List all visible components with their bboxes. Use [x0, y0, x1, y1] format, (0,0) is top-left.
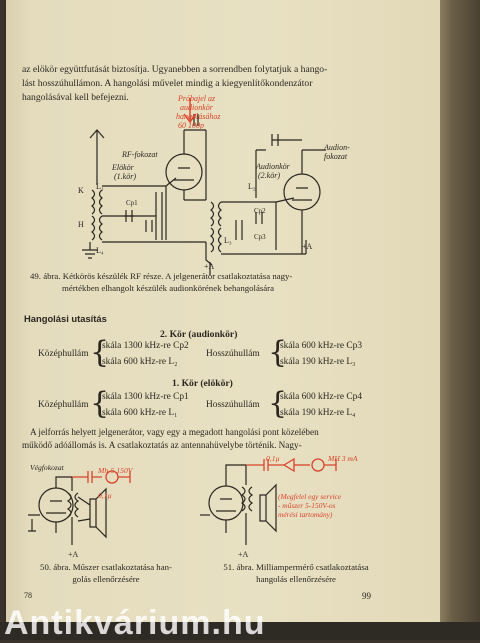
fig51-note-line: (Megfelel egy service — [278, 492, 342, 501]
trimmer-cp1-label: Cp1 — [126, 199, 138, 207]
fig51-capacitor-label: 0,1µ — [266, 454, 280, 463]
switch-h-label: H — [78, 220, 84, 229]
fig51-note-line: mérési tartomány) — [278, 510, 333, 519]
section-title: Hangolási utasítás — [24, 313, 107, 324]
probe-note-line: audionkör — [180, 103, 213, 112]
probe-note-line: hangolásához — [176, 112, 221, 121]
coil-l1-label: L₁ — [96, 182, 104, 191]
brace: { — [90, 386, 110, 421]
page-number-left: 78 — [24, 591, 32, 600]
audion-circuit-sublabel: (2.kör) — [258, 171, 280, 180]
circuit-2-title: 2. Kör (audionkör) — [160, 329, 238, 340]
intro-line: hangolásával kell befejezni. — [22, 92, 129, 103]
fig51-note-line: - műszer 5-150V-os — [278, 501, 336, 510]
coil-l3-label: L₃ — [224, 236, 232, 245]
pre-circuit-sublabel: (1.kör) — [114, 172, 136, 181]
book-spine — [440, 0, 480, 640]
switch-k-label: K — [78, 186, 84, 195]
probe-note-line: 60 100p — [178, 121, 204, 130]
trimmer-cp2-label: Cp2 — [254, 207, 266, 215]
body-line: A jelforrás helyett jelgenerátor, vagy egy a megadott hangolási pont közelében — [30, 427, 319, 437]
circuit-1-left-label: Középhullám — [38, 400, 89, 410]
brace: { — [90, 335, 110, 370]
figure-51-caption-line1: 51. ábra. Milliampermérő csatlakoztatása — [223, 562, 369, 572]
anode-supply-label: +A — [204, 262, 215, 271]
audion-stage-label2: fokozat — [324, 152, 348, 161]
circuit-1-left-row: skála 1300 kHz-re Cp1 — [102, 392, 189, 402]
circuit-1-right-row: skála 190 kHz-re L₄ — [280, 408, 356, 418]
brace: { — [268, 335, 288, 370]
figure-49-caption-line1: 49. ábra. Kétkörös készülék RF része. A jelgenerátor csatlakoztatása nagy- — [30, 271, 293, 281]
circuit-1-title: 1. Kör (elökör) — [172, 378, 233, 389]
figure-50-caption-line1: 50. ábra. Műszer csatlakoztatása han- — [40, 562, 172, 572]
circuit-2-right-row: skála 600 kHz-re Cp3 — [280, 341, 363, 351]
intro-line: az elökör együttfutását biztosítja. Ugyanebben a sorrendben folytatjuk a hango- — [22, 64, 328, 75]
body-line: működő adóállomás is. A csatlakoztatás az antennahüvelybe történik. Nagy- — [22, 440, 302, 450]
figure-50-caption-line2: golás ellenőrzésére — [72, 574, 140, 584]
brace: { — [268, 386, 288, 421]
fig50-output-stage-label: Végfokozat — [30, 463, 64, 472]
circuit-1-right-label: Hosszúhullám — [206, 400, 260, 410]
circuit-2-left-row: skála 1300 kHz-re Cp2 — [102, 341, 189, 351]
rf-stage-label: RF-fokozat — [122, 150, 158, 159]
coil-l2-label: L₂ — [248, 182, 256, 191]
circuit-1-right-row: skála 600 kHz-re Cp4 — [280, 392, 363, 402]
circuit-2-right-label: Hosszúhullám — [206, 349, 260, 359]
figure-51-caption-line2: hangolás ellenőrzésére — [256, 574, 336, 584]
fig50-meter-label: Mh-5 150V — [98, 466, 133, 475]
intro-line: lást hosszúhullámon. A hangolási művelet mindig a kiegyenlítőkondenzátor — [22, 78, 313, 89]
anode-supply-label-2: +A — [302, 242, 313, 251]
audion-stage-label: Audion- — [324, 143, 350, 152]
circuit-1-left-row: skála 600 kHz-re L₁ — [102, 408, 178, 418]
pre-circuit-label: Elökör — [112, 163, 134, 172]
circuit-2-left-label: Középhullám — [38, 349, 89, 359]
audion-circuit-label: Audionkör — [256, 162, 290, 171]
fig51-meter-label: MH 3 mA — [328, 454, 358, 463]
figure-49-caption-line2: mértékben elhangolt készülék audionkörének behangolására — [62, 283, 275, 293]
circuit-2-right-row: skála 190 kHz-re L₃ — [280, 357, 356, 367]
fig50-anode-label: +A — [68, 550, 79, 559]
fig51-anode-label: +A — [238, 550, 249, 559]
trimmer-cp3-label: Cp3 — [254, 233, 266, 241]
fig50-capacitor-label: 0,1µ — [98, 491, 112, 500]
page-number-right: 99 — [362, 591, 371, 601]
book-page — [6, 0, 440, 622]
coil-l4-label: L₄ — [96, 246, 104, 255]
probe-note-line: Próbajel az — [178, 94, 216, 103]
watermark: Antikvárium.hu — [4, 604, 266, 642]
circuit-2-left-row: skála 600 kHz-re L₂ — [102, 357, 178, 367]
